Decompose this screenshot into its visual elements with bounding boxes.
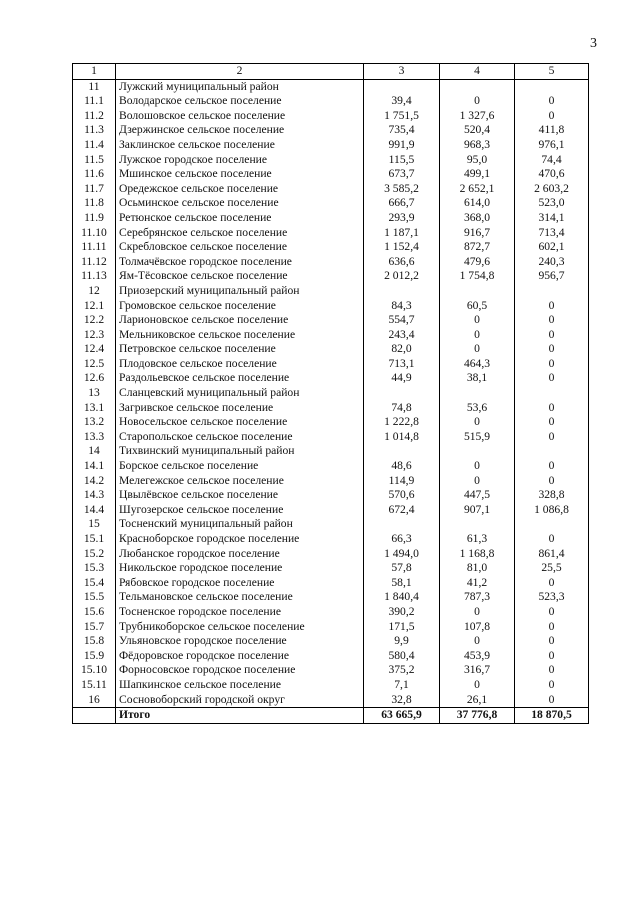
row-name-cell: Лужское городское поселение — [116, 153, 364, 168]
row-value-col3: 32,8 — [364, 693, 440, 708]
table-row — [73, 605, 589, 620]
row-number-cell: 11.8 — [73, 196, 116, 211]
row-value-col4: 0 — [440, 605, 515, 620]
row-value-col4: 1 168,8 — [440, 547, 515, 562]
row-number-cell: 15.4 — [73, 576, 116, 591]
row-value-col5: 0 — [515, 649, 589, 664]
row-value-col4: 916,7 — [440, 226, 515, 241]
row-value-col5: 0 — [515, 299, 589, 314]
row-name-cell: Фёдоровское городское поселение — [116, 649, 364, 664]
row-name-cell: Мельниковское сельское поселение — [116, 328, 364, 343]
row-name-cell: Ретюнское сельское поселение — [116, 211, 364, 226]
row-number-cell: 11.11 — [73, 240, 116, 255]
table-row — [73, 444, 589, 459]
row-value-col5: 0 — [515, 620, 589, 635]
row-number-cell: 11.6 — [73, 167, 116, 182]
row-value-col4: 0 — [440, 342, 515, 357]
row-value-col4 — [440, 444, 515, 459]
row-value-col5: 956,7 — [515, 269, 589, 284]
row-value-col4: 0 — [440, 634, 515, 649]
row-value-col4 — [440, 284, 515, 299]
table-row — [73, 284, 589, 299]
row-value-col4: 0 — [440, 313, 515, 328]
row-value-col3: 1 152,4 — [364, 240, 440, 255]
row-value-col4: 499,1 — [440, 167, 515, 182]
row-value-col3: 672,4 — [364, 503, 440, 518]
row-value-col4: 464,3 — [440, 357, 515, 372]
row-value-col4: 453,9 — [440, 649, 515, 664]
table-row — [73, 474, 589, 489]
table-row — [73, 299, 589, 314]
table-row — [73, 561, 589, 576]
row-value-col4 — [440, 79, 515, 94]
row-value-col4: 0 — [440, 678, 515, 693]
table-row — [73, 386, 589, 401]
table-row — [73, 328, 589, 343]
row-value-col4: 614,0 — [440, 196, 515, 211]
row-value-col3: 115,5 — [364, 153, 440, 168]
total-row — [73, 708, 589, 724]
row-value-col5: 0 — [515, 371, 589, 386]
row-value-col5: 0 — [515, 576, 589, 591]
row-value-col5: 0 — [515, 313, 589, 328]
row-number-cell: 11.13 — [73, 269, 116, 284]
row-number-cell: 12.1 — [73, 299, 116, 314]
row-number-cell: 15.6 — [73, 605, 116, 620]
row-name-cell: Мелегежское сельское поселение — [116, 474, 364, 489]
row-name-cell: Рябовское городское поселение — [116, 576, 364, 591]
row-value-col5: 0 — [515, 663, 589, 678]
row-name-cell: Новосельское сельское поселение — [116, 415, 364, 430]
table-row — [73, 401, 589, 416]
table-row — [73, 182, 589, 197]
row-name-cell: Оредежское сельское поселение — [116, 182, 364, 197]
row-value-col3 — [364, 79, 440, 94]
row-value-col5: 470,6 — [515, 167, 589, 182]
row-value-col4: 53,6 — [440, 401, 515, 416]
row-name-cell: Скребловское сельское поселение — [116, 240, 364, 255]
row-number-cell: 12.4 — [73, 342, 116, 357]
column-header-5: 5 — [515, 64, 589, 80]
row-number-cell: 13.1 — [73, 401, 116, 416]
table-row — [73, 138, 589, 153]
row-value-col5: 328,8 — [515, 488, 589, 503]
row-value-col5: 976,1 — [515, 138, 589, 153]
row-value-col3: 1 187,1 — [364, 226, 440, 241]
row-number-cell: 11.3 — [73, 123, 116, 138]
row-value-col3: 1 751,5 — [364, 109, 440, 124]
row-name-cell: Раздольевское сельское поселение — [116, 371, 364, 386]
row-name-cell: Осьминское сельское поселение — [116, 196, 364, 211]
row-value-col5: 0 — [515, 430, 589, 445]
row-value-col3: 713,1 — [364, 357, 440, 372]
row-value-col3: 390,2 — [364, 605, 440, 620]
table-row — [73, 371, 589, 386]
row-number-cell: 11.12 — [73, 255, 116, 270]
row-value-col5: 0 — [515, 342, 589, 357]
table-row — [73, 196, 589, 211]
row-number-cell: 15.10 — [73, 663, 116, 678]
row-value-col5 — [515, 517, 589, 532]
row-number-cell: 15.3 — [73, 561, 116, 576]
row-value-col5: 25,5 — [515, 561, 589, 576]
row-name-cell: Лужский муниципальный район — [116, 79, 364, 94]
row-number-cell: 15.8 — [73, 634, 116, 649]
column-header-4: 4 — [440, 64, 515, 80]
row-value-col5: 0 — [515, 401, 589, 416]
row-value-col5: 2 603,2 — [515, 182, 589, 197]
table-row — [73, 488, 589, 503]
row-value-col3: 991,9 — [364, 138, 440, 153]
row-name-cell: Серебрянское сельское поселение — [116, 226, 364, 241]
row-number-cell: 14.4 — [73, 503, 116, 518]
table-row — [73, 678, 589, 693]
row-value-col5: 0 — [515, 459, 589, 474]
row-name-cell: Приозерский муниципальный район — [116, 284, 364, 299]
row-value-col3: 82,0 — [364, 342, 440, 357]
row-value-col3: 171,5 — [364, 620, 440, 635]
row-number-cell: 15.5 — [73, 590, 116, 605]
row-value-col5 — [515, 79, 589, 94]
table-row — [73, 226, 589, 241]
row-value-col3: 580,4 — [364, 649, 440, 664]
row-value-col5: 0 — [515, 415, 589, 430]
table-row — [73, 663, 589, 678]
row-value-col5: 0 — [515, 328, 589, 343]
row-value-col5: 314,1 — [515, 211, 589, 226]
row-value-col4: 107,8 — [440, 620, 515, 635]
row-value-col4: 907,1 — [440, 503, 515, 518]
table-row — [73, 693, 589, 708]
row-value-col3: 735,4 — [364, 123, 440, 138]
row-value-col3 — [364, 386, 440, 401]
row-value-col4: 520,4 — [440, 123, 515, 138]
row-value-col4: 38,1 — [440, 371, 515, 386]
row-value-col3: 2 012,2 — [364, 269, 440, 284]
row-value-col5: 861,4 — [515, 547, 589, 562]
row-value-col3 — [364, 284, 440, 299]
row-name-cell: Борское сельское поселение — [116, 459, 364, 474]
table-row — [73, 430, 589, 445]
row-value-col4: 1 754,8 — [440, 269, 515, 284]
row-name-cell: Загривское сельское поселение — [116, 401, 364, 416]
row-value-col3: 1 840,4 — [364, 590, 440, 605]
row-value-col3: 375,2 — [364, 663, 440, 678]
row-name-cell: Тельмановское сельское поселение — [116, 590, 364, 605]
table-row — [73, 240, 589, 255]
row-number-cell: 13.2 — [73, 415, 116, 430]
row-number-cell: 15.2 — [73, 547, 116, 562]
row-number-cell: 12 — [73, 284, 116, 299]
row-name-cell: Никольское городское поселение — [116, 561, 364, 576]
table-row — [73, 94, 589, 109]
table-row — [73, 576, 589, 591]
table-header-row — [73, 64, 589, 80]
row-value-col5: 523,0 — [515, 196, 589, 211]
row-number-cell: 14.2 — [73, 474, 116, 489]
row-value-col5: 0 — [515, 532, 589, 547]
row-name-cell: Дзержинское сельское поселение — [116, 123, 364, 138]
row-value-col4: 872,7 — [440, 240, 515, 255]
table-row — [73, 79, 589, 94]
row-value-col3: 293,9 — [364, 211, 440, 226]
table-row — [73, 620, 589, 635]
table-row — [73, 313, 589, 328]
column-header-1: 1 — [73, 64, 116, 80]
table-row — [73, 269, 589, 284]
row-name-cell: Толмачёвское городское поселение — [116, 255, 364, 270]
table-row — [73, 357, 589, 372]
row-name-cell: Волошовское сельское поселение — [116, 109, 364, 124]
row-name-cell: Сланцевский муниципальный район — [116, 386, 364, 401]
row-value-col3: 44,9 — [364, 371, 440, 386]
row-value-col5: 411,8 — [515, 123, 589, 138]
row-name-cell: Громовское сельское поселение — [116, 299, 364, 314]
row-number-cell: 15.1 — [73, 532, 116, 547]
row-value-col5: 523,3 — [515, 590, 589, 605]
row-value-col3: 114,9 — [364, 474, 440, 489]
row-value-col3: 1 494,0 — [364, 547, 440, 562]
row-value-col3: 673,7 — [364, 167, 440, 182]
row-name-cell: Красноборское городское поселение — [116, 532, 364, 547]
row-value-col5: 602,1 — [515, 240, 589, 255]
row-value-col4: 1 327,6 — [440, 109, 515, 124]
total-number-cell — [73, 708, 116, 724]
row-value-col4: 60,5 — [440, 299, 515, 314]
row-value-col4 — [440, 386, 515, 401]
row-name-cell: Плодовское сельское поселение — [116, 357, 364, 372]
row-number-cell: 15 — [73, 517, 116, 532]
table-row — [73, 517, 589, 532]
row-name-cell: Заклинское сельское поселение — [116, 138, 364, 153]
row-name-cell: Любанское городское поселение — [116, 547, 364, 562]
page-number: 3 — [590, 36, 597, 51]
row-name-cell: Петровское сельское поселение — [116, 342, 364, 357]
row-number-cell: 12.6 — [73, 371, 116, 386]
row-name-cell: Мшинское сельское поселение — [116, 167, 364, 182]
row-number-cell: 11.1 — [73, 94, 116, 109]
row-value-col3: 58,1 — [364, 576, 440, 591]
table-row — [73, 415, 589, 430]
row-value-col3: 74,8 — [364, 401, 440, 416]
row-name-cell: Володарское сельское поселение — [116, 94, 364, 109]
row-value-col4: 515,9 — [440, 430, 515, 445]
row-number-cell: 11.7 — [73, 182, 116, 197]
row-value-col5: 0 — [515, 693, 589, 708]
row-value-col4: 316,7 — [440, 663, 515, 678]
row-name-cell: Тихвинский муниципальный район — [116, 444, 364, 459]
row-value-col3: 1 014,8 — [364, 430, 440, 445]
budget-table — [72, 63, 589, 724]
row-value-col4: 95,0 — [440, 153, 515, 168]
row-value-col3: 7,1 — [364, 678, 440, 693]
total-label-cell: Итого — [116, 708, 364, 724]
row-value-col3: 48,6 — [364, 459, 440, 474]
row-value-col5: 0 — [515, 109, 589, 124]
table-row — [73, 167, 589, 182]
table-row — [73, 649, 589, 664]
row-number-cell: 13 — [73, 386, 116, 401]
table-row — [73, 634, 589, 649]
row-value-col5: 0 — [515, 94, 589, 109]
row-number-cell: 15.11 — [73, 678, 116, 693]
total-value-col4: 37 776,8 — [440, 708, 515, 724]
row-name-cell: Ларионовское сельское поселение — [116, 313, 364, 328]
row-value-col5: 0 — [515, 474, 589, 489]
row-number-cell: 11.2 — [73, 109, 116, 124]
row-value-col3: 9,9 — [364, 634, 440, 649]
row-value-col4 — [440, 517, 515, 532]
row-value-col4: 81,0 — [440, 561, 515, 576]
row-number-cell: 12.2 — [73, 313, 116, 328]
row-value-col3: 84,3 — [364, 299, 440, 314]
row-value-col4: 0 — [440, 415, 515, 430]
row-name-cell: Сосновоборский городской округ — [116, 693, 364, 708]
row-number-cell: 16 — [73, 693, 116, 708]
row-name-cell: Старопольское сельское поселение — [116, 430, 364, 445]
row-name-cell: Трубникоборское сельское поселение — [116, 620, 364, 635]
row-number-cell: 15.7 — [73, 620, 116, 635]
row-value-col5 — [515, 444, 589, 459]
row-name-cell: Тосненское городское поселение — [116, 605, 364, 620]
row-value-col5 — [515, 386, 589, 401]
table-row — [73, 255, 589, 270]
row-value-col3: 39,4 — [364, 94, 440, 109]
total-value-col3: 63 665,9 — [364, 708, 440, 724]
row-value-col3: 636,6 — [364, 255, 440, 270]
column-header-3: 3 — [364, 64, 440, 80]
table-row — [73, 109, 589, 124]
table-row — [73, 123, 589, 138]
row-number-cell: 14.1 — [73, 459, 116, 474]
row-number-cell: 11.5 — [73, 153, 116, 168]
row-value-col4: 368,0 — [440, 211, 515, 226]
row-value-col5 — [515, 284, 589, 299]
table-row — [73, 459, 589, 474]
total-value-col5: 18 870,5 — [515, 708, 589, 724]
row-value-col3: 3 585,2 — [364, 182, 440, 197]
row-value-col5: 0 — [515, 634, 589, 649]
column-header-2: 2 — [116, 64, 364, 80]
row-number-cell: 13.3 — [73, 430, 116, 445]
row-value-col5: 1 086,8 — [515, 503, 589, 518]
row-value-col4: 968,3 — [440, 138, 515, 153]
row-value-col3: 554,7 — [364, 313, 440, 328]
row-value-col3: 66,3 — [364, 532, 440, 547]
table-row — [73, 547, 589, 562]
row-value-col5: 240,3 — [515, 255, 589, 270]
row-value-col5: 713,4 — [515, 226, 589, 241]
table-row — [73, 211, 589, 226]
row-name-cell: Тосненский муниципальный район — [116, 517, 364, 532]
row-name-cell: Шугозерское сельское поселение — [116, 503, 364, 518]
row-value-col4: 2 652,1 — [440, 182, 515, 197]
row-value-col3: 57,8 — [364, 561, 440, 576]
row-value-col4: 787,3 — [440, 590, 515, 605]
row-value-col3: 666,7 — [364, 196, 440, 211]
row-number-cell: 15.9 — [73, 649, 116, 664]
row-value-col4: 447,5 — [440, 488, 515, 503]
row-value-col4: 479,6 — [440, 255, 515, 270]
row-value-col5: 0 — [515, 678, 589, 693]
row-value-col4: 0 — [440, 94, 515, 109]
row-name-cell: Ям-Тёсовское сельское поселение — [116, 269, 364, 284]
row-value-col4: 0 — [440, 459, 515, 474]
row-number-cell: 14.3 — [73, 488, 116, 503]
table-row — [73, 342, 589, 357]
row-value-col4: 61,3 — [440, 532, 515, 547]
row-name-cell: Форносовское городское поселение — [116, 663, 364, 678]
table-row — [73, 153, 589, 168]
row-number-cell: 12.3 — [73, 328, 116, 343]
row-value-col5: 0 — [515, 605, 589, 620]
row-value-col4: 0 — [440, 328, 515, 343]
row-value-col5: 74,4 — [515, 153, 589, 168]
row-number-cell: 11 — [73, 79, 116, 94]
row-value-col4: 41,2 — [440, 576, 515, 591]
row-value-col5: 0 — [515, 357, 589, 372]
row-value-col4: 0 — [440, 474, 515, 489]
row-number-cell: 11.9 — [73, 211, 116, 226]
row-value-col3 — [364, 517, 440, 532]
table-row — [73, 503, 589, 518]
table-row — [73, 590, 589, 605]
row-value-col3: 1 222,8 — [364, 415, 440, 430]
row-number-cell: 11.10 — [73, 226, 116, 241]
row-number-cell: 14 — [73, 444, 116, 459]
row-number-cell: 12.5 — [73, 357, 116, 372]
row-name-cell: Цвылёвское сельское поселение — [116, 488, 364, 503]
row-value-col4: 26,1 — [440, 693, 515, 708]
row-name-cell: Шапкинское сельское поселение — [116, 678, 364, 693]
row-value-col3 — [364, 444, 440, 459]
row-value-col3: 570,6 — [364, 488, 440, 503]
table-row — [73, 532, 589, 547]
row-name-cell: Ульяновское городское поселение — [116, 634, 364, 649]
row-number-cell: 11.4 — [73, 138, 116, 153]
row-value-col3: 243,4 — [364, 328, 440, 343]
